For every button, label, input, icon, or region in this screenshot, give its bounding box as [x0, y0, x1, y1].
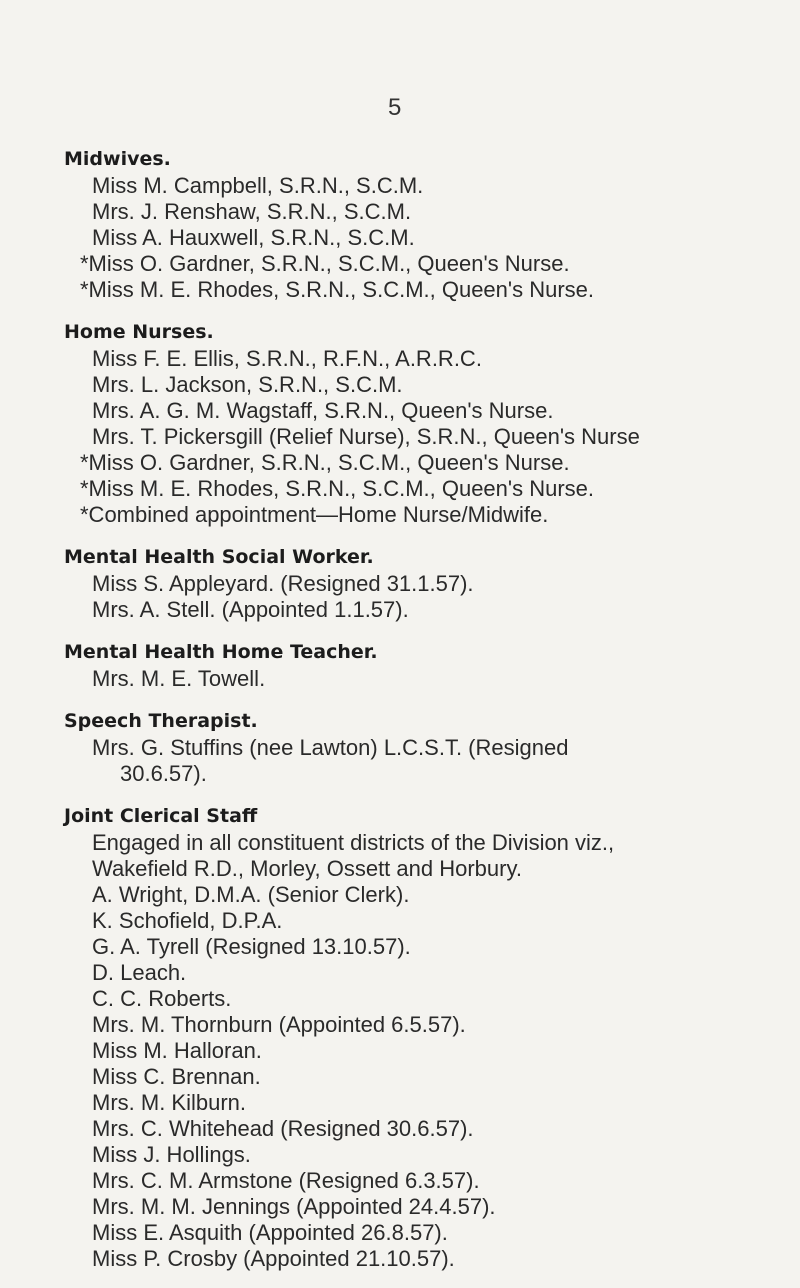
section-home-nurses	[64, 319, 784, 528]
section-heading: Home Nurses.	[64, 321, 214, 343]
list-item: A. Wright, D.M.A. (Senior Clerk).	[92, 882, 410, 907]
list-item: Miss P. Crosby (Appointed 21.10.57).	[92, 1246, 455, 1271]
entry-list	[64, 346, 784, 528]
entry-list	[64, 173, 784, 303]
section-heading: Speech Therapist.	[64, 710, 258, 732]
list-item: Engaged in all constituent districts of the Division viz.,	[92, 830, 615, 855]
list-item: Mrs. A. G. M. Wagstaff, S.R.N., Queen's Nurse.	[92, 398, 554, 423]
list-item-continuation: 30.6.57).	[120, 761, 207, 786]
section-midwives	[64, 146, 784, 303]
list-item: Mrs. G. Stuffins (nee Lawton) L.C.S.T. (Resigned	[92, 735, 569, 760]
entry-list	[64, 571, 784, 623]
section-heading: Mental Health Home Teacher.	[64, 641, 378, 663]
section-heading: Mental Health Social Worker.	[64, 546, 374, 568]
section-heading: Midwives.	[64, 148, 171, 170]
list-item: *Miss O. Gardner, S.R.N., S.C.M., Queen's Nurse.	[80, 251, 570, 276]
list-item: *Miss M. E. Rhodes, S.R.N., S.C.M., Queen's Nurse.	[80, 277, 595, 302]
section-heading: Joint Clerical Staff	[64, 805, 258, 827]
list-item: Mrs. M. Thornburn (Appointed 6.5.57).	[92, 1012, 466, 1037]
list-item: *Miss O. Gardner, S.R.N., S.C.M., Queen's Nurse.	[80, 450, 570, 475]
section-mental-health-social-worker	[64, 544, 784, 623]
list-item: Miss A. Hauxwell, S.R.N., S.C.M.	[92, 225, 415, 250]
list-item: Mrs. L. Jackson, S.R.N., S.C.M.	[92, 372, 403, 397]
section-speech-therapist	[64, 708, 784, 787]
list-item: *Miss M. E. Rhodes, S.R.N., S.C.M., Queen's Nurse.	[80, 476, 595, 501]
list-item: Mrs. M. M. Jennings (Appointed 24.4.57).	[92, 1194, 496, 1219]
list-item: K. Schofield, D.P.A.	[92, 908, 283, 933]
list-item: Mrs. C. Whitehead (Resigned 30.6.57).	[92, 1116, 474, 1141]
list-item: Mrs. M. Kilburn.	[92, 1090, 247, 1115]
list-item: Miss S. Appleyard. (Resigned 31.1.57).	[92, 571, 474, 596]
footnote: *Combined appointment—Home Nurse/Midwife.	[80, 502, 549, 527]
list-item: D. Leach.	[92, 960, 187, 985]
list-item: Mrs. A. Stell. (Appointed 1.1.57).	[92, 597, 409, 622]
entry-list	[64, 666, 784, 692]
staff-list	[64, 146, 784, 1288]
list-item: Miss F. E. Ellis, S.R.N., R.F.N., A.R.R.C.	[92, 346, 482, 371]
list-item: Miss E. Asquith (Appointed 26.8.57).	[92, 1220, 448, 1245]
section-mental-health-home-teacher	[64, 639, 784, 692]
list-item: Mrs. T. Pickersgill (Relief Nurse), S.R.N., Queen's Nurse	[92, 424, 640, 449]
list-item: Miss J. Hollings.	[92, 1142, 251, 1167]
entry-list	[64, 830, 784, 1272]
page-number: 5	[388, 94, 402, 121]
entry-list	[64, 735, 784, 787]
list-item: Mrs. J. Renshaw, S.R.N., S.C.M.	[92, 199, 412, 224]
list-item: G. A. Tyrell (Resigned 13.10.57).	[92, 934, 411, 959]
list-item: Miss M. Campbell, S.R.N., S.C.M.	[92, 173, 424, 198]
list-item: Mrs. M. E. Towell.	[92, 666, 266, 691]
list-item: Miss C. Brennan.	[92, 1064, 261, 1089]
list-item: Mrs. C. M. Armstone (Resigned 6.3.57).	[92, 1168, 480, 1193]
list-item: Wakefield R.D., Morley, Ossett and Horbury.	[92, 856, 522, 881]
list-item: C. C. Roberts.	[92, 986, 232, 1011]
section-joint-clerical-staff	[64, 803, 784, 1272]
list-item: Miss M. Halloran.	[92, 1038, 262, 1063]
